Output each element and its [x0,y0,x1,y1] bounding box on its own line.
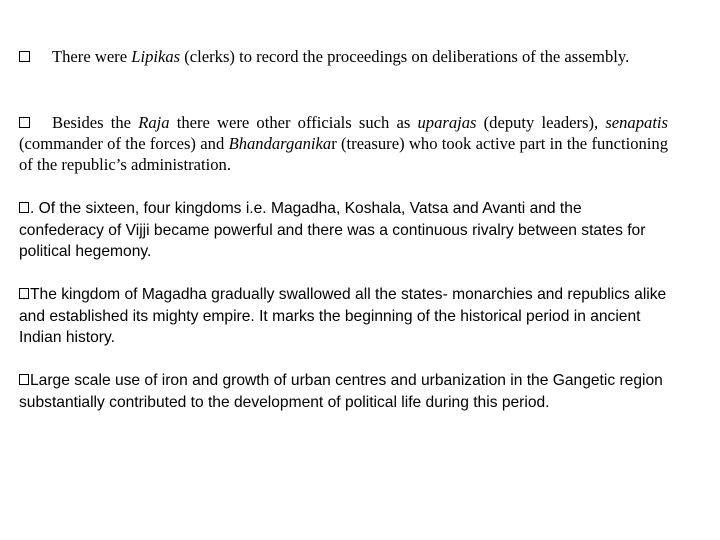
italic-term-uparajas: uparajas [417,113,477,132]
paragraph-magadha [19,284,668,349]
paragraph-sixteen-kingdoms [19,198,668,263]
paragraph-text: Large scale use of iron and growth of urban centres and urbanization in the Gangetic region substantially contributed to the development of political life during this period. [19,372,663,411]
text-segment: (deputy leaders), [476,113,606,132]
square-bullet-icon [19,51,30,62]
text-segment: there were other officials such as [169,113,418,132]
italic-term-raja: Raja [138,113,170,132]
italic-term-senapatis: senapatis [605,113,669,132]
text-segment: (commander of the forces) and [19,134,229,153]
paragraph-iron-urbanization [19,370,668,413]
text-segment: (clerks) to record the proceedings on deliberations of the assembly. [180,47,630,66]
square-bullet-icon [19,288,29,299]
italic-term-bhandarganika: Bhandarganika [228,134,332,153]
text-segment: There were [52,47,132,66]
paragraph-text: . Of the sixteen, four kingdoms i.e. Magadha, Koshala, Vatsa and Avanti and the confederacy of Vijji became powerful and there was a continuous rivalry between states for political hegemony. [19,200,646,261]
paragraph-text: The kingdom of Magadha gradually swallowed all the states- monarchies and republics alike and established its mighty empire. It marks the beginning of the historical period in ancient Indian history. [19,286,667,347]
italic-term-lipikas: Lipikas [131,47,181,66]
square-bullet-icon [19,374,29,385]
square-bullet-icon [19,202,29,213]
square-bullet-icon [19,117,30,128]
text-segment: r (treasure) who took active part in the functioning of the republic’s administration. [19,134,668,174]
paragraph-officials [19,112,668,175]
text-segment: Besides the [52,113,139,132]
paragraph-lipikas [19,46,668,67]
